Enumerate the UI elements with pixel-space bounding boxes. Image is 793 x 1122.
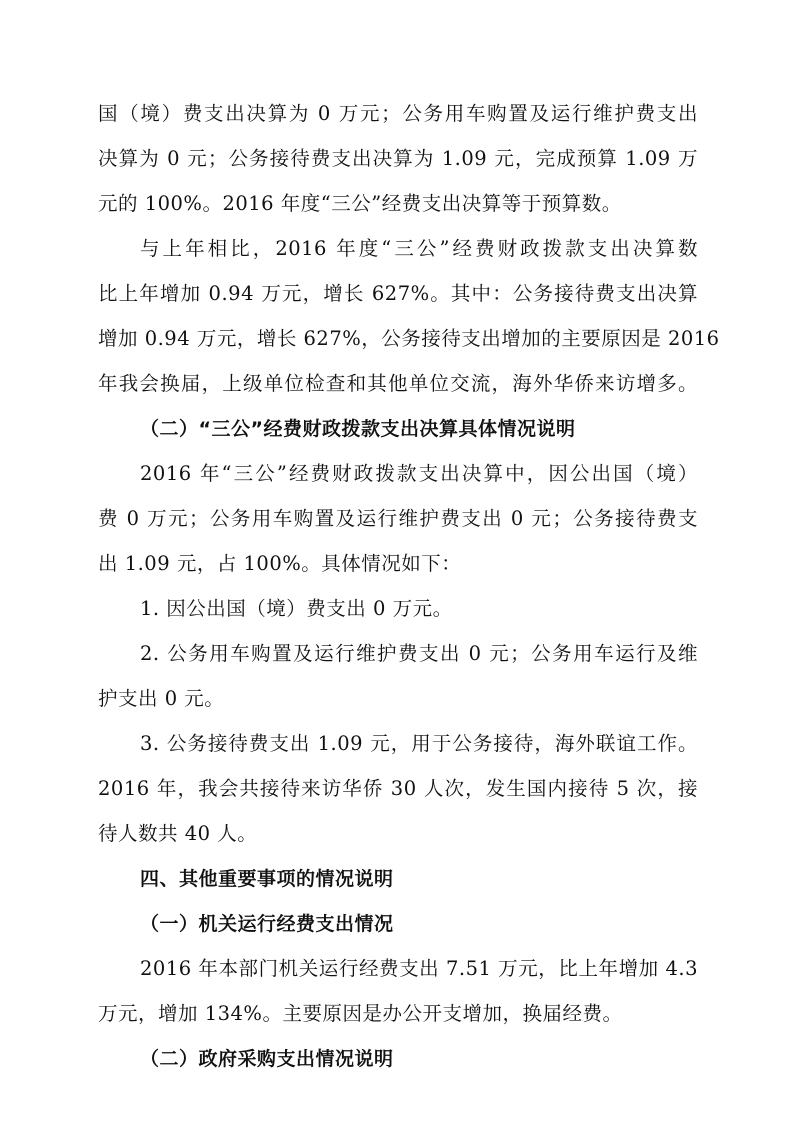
text-line: 出 1.09 元，占 100%。具体情况如下： bbox=[98, 552, 462, 575]
section-heading: 四、其他重要事项的情况说明 bbox=[140, 868, 394, 890]
section-heading: （二）“三公”经费财政拨款支出决算具体情况说明 bbox=[140, 418, 576, 440]
text-line: 元的 100%。2016 年度“三公”经费支出决算等于预算数。 bbox=[98, 192, 622, 215]
list-item: 1. 因公出国（境）费支出 0 万元。 bbox=[140, 597, 453, 620]
text-line: 增加 0.94 万元，增长 627%，公务接待支出增加的主要原因是 2016 bbox=[98, 327, 720, 350]
text-line: 3. 公务接待费支出 1.09 元，用于公务接待，海外联谊工作。 bbox=[140, 732, 698, 755]
text-line: 国（境）费支出决算为 0 万元；公务用车购置及运行维护费支出 bbox=[98, 102, 698, 125]
text-line: 决算为 0 元；公务接待费支出决算为 1.09 元，完成预算 1.09 万 bbox=[98, 147, 698, 170]
text-line: 年我会换届，上级单位检查和其他单位交流，海外华侨来访增多。 bbox=[98, 372, 698, 395]
subsection-heading: （一）机关运行经费支出情况 bbox=[140, 913, 394, 935]
text-line: 2016 年，我会共接待来访华侨 30 人次，发生国内接待 5 次，接 bbox=[98, 777, 698, 800]
text-line: 待人数共 40 人。 bbox=[98, 822, 258, 845]
text-line: 费 0 万元；公务用车购置及运行维护费支出 0 元；公务接待费支 bbox=[98, 507, 698, 530]
text-line: 与上年相比，2016 年度“三公”经费财政拨款支出决算数 bbox=[140, 237, 698, 260]
text-line: 比上年增加 0.94 万元，增长 627%。其中：公务接待费支出决算 bbox=[98, 282, 698, 305]
text-line: 2. 公务用车购置及运行维护费支出 0 元；公务用车运行及维 bbox=[140, 642, 698, 665]
text-line: 护支出 0 元。 bbox=[98, 687, 225, 710]
text-line: 2016 年“三公”经费财政拨款支出决算中，因公出国（境） bbox=[140, 462, 698, 485]
subsection-heading: （二）政府采购支出情况说明 bbox=[140, 1048, 394, 1070]
text-line: 万元，增加 134%。主要原因是办公开支增加，换届经费。 bbox=[98, 1002, 623, 1025]
text-line: 2016 年本部门机关运行经费支出 7.51 万元，比上年增加 4.3 bbox=[140, 957, 698, 980]
